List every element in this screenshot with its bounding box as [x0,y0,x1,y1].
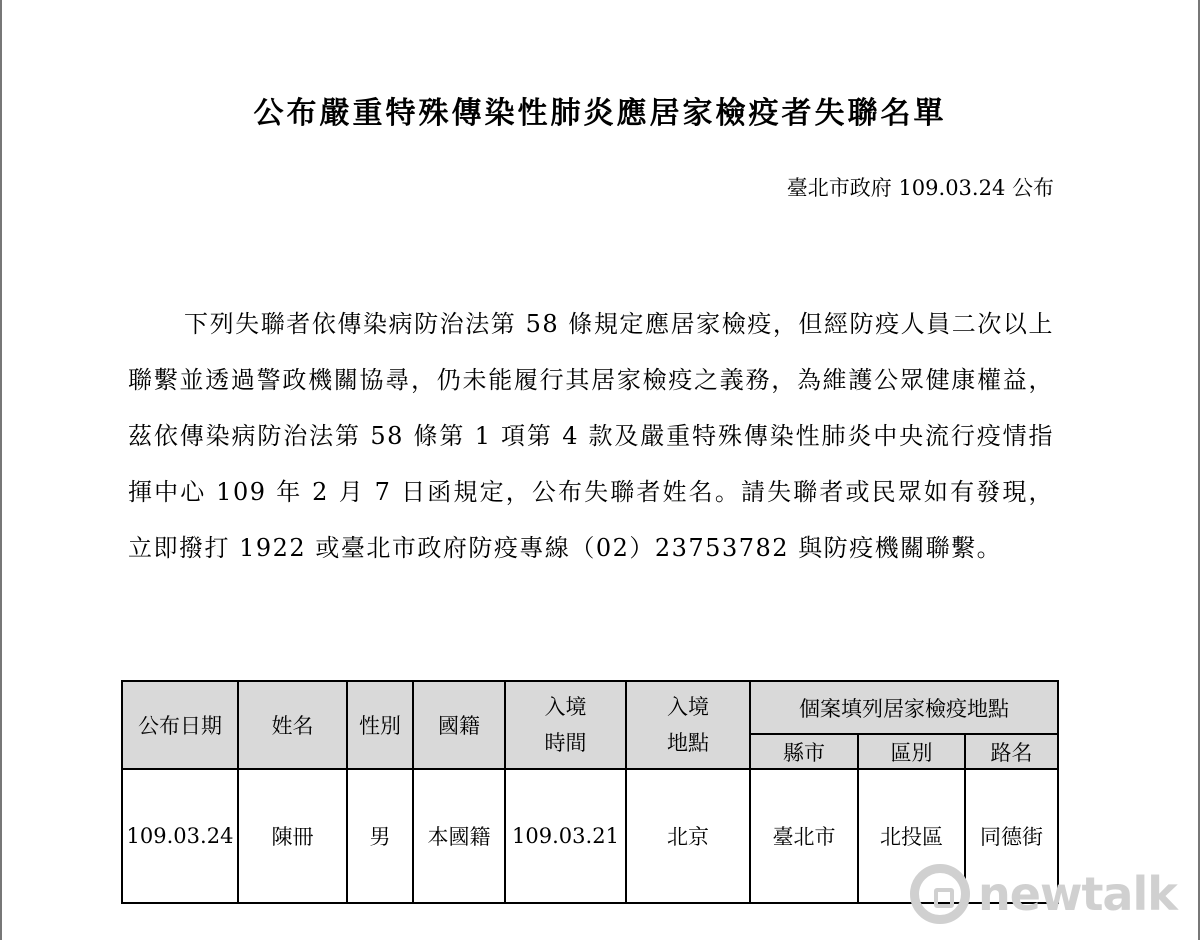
cell-nationality: 本國籍 [413,769,505,903]
announcement-body: 下列失聯者依傳染病防治法第 58 條規定應居家檢疫，但經防疫人員二次以上聯繫並透過警政機關協尋，仍未能履行其居家檢疫之義務，為維護公眾健康權益，茲依傳染病防治法第 58 條第 1 項第 4 款及嚴重特殊傳染性肺炎中央流行疫情指揮中心 109 年 2 月 7 日函規定，公布失聯者姓名。請失聯者或民眾如有發現，立即撥打 1922 或臺北市政府防疫專線（02）23753782 與防疫機關聯繫。 [128,310,1054,562]
cell-entry-place: 北京 [626,769,750,903]
header-name: 姓名 [238,681,347,769]
cell-entry-time: 109.03.21 [505,769,626,903]
watermark-text: newtalk [978,867,1177,921]
document-title: 公布嚴重特殊傳染性肺炎應居家檢疫者失聯名單 [253,96,947,131]
cell-road: 同德街 [965,769,1058,903]
header-city: 縣市 [750,734,858,769]
header-district: 區別 [858,734,965,769]
header-sex: 性別 [347,681,413,769]
cell-district: 北投區 [858,769,965,903]
cell-city: 臺北市 [750,769,858,903]
header-entry-time-line2: 時間 [544,731,587,755]
header-quarantine-location: 個案填列居家檢疫地點 [750,681,1058,734]
header-entry-place-line1: 入境 [667,695,709,719]
header-date: 公布日期 [122,681,238,769]
publisher-line: 臺北市政府 109.03.24 公布 [786,176,1054,200]
header-road: 路名 [965,734,1058,769]
header-entry-time-line1: 入境 [544,695,587,719]
page-edge-left [0,0,2,940]
cell-name: 陳冊 [238,769,347,903]
cell-date: 109.03.24 [122,769,238,903]
header-entry-place [626,681,750,769]
cell-sex: 男 [347,769,413,903]
header-entry-place-line2: 地點 [667,731,709,755]
newtalk-watermark [910,858,1190,930]
newtalk-logo-icon [910,864,970,924]
header-entry-time [505,681,626,769]
header-nationality: 國籍 [413,681,505,769]
